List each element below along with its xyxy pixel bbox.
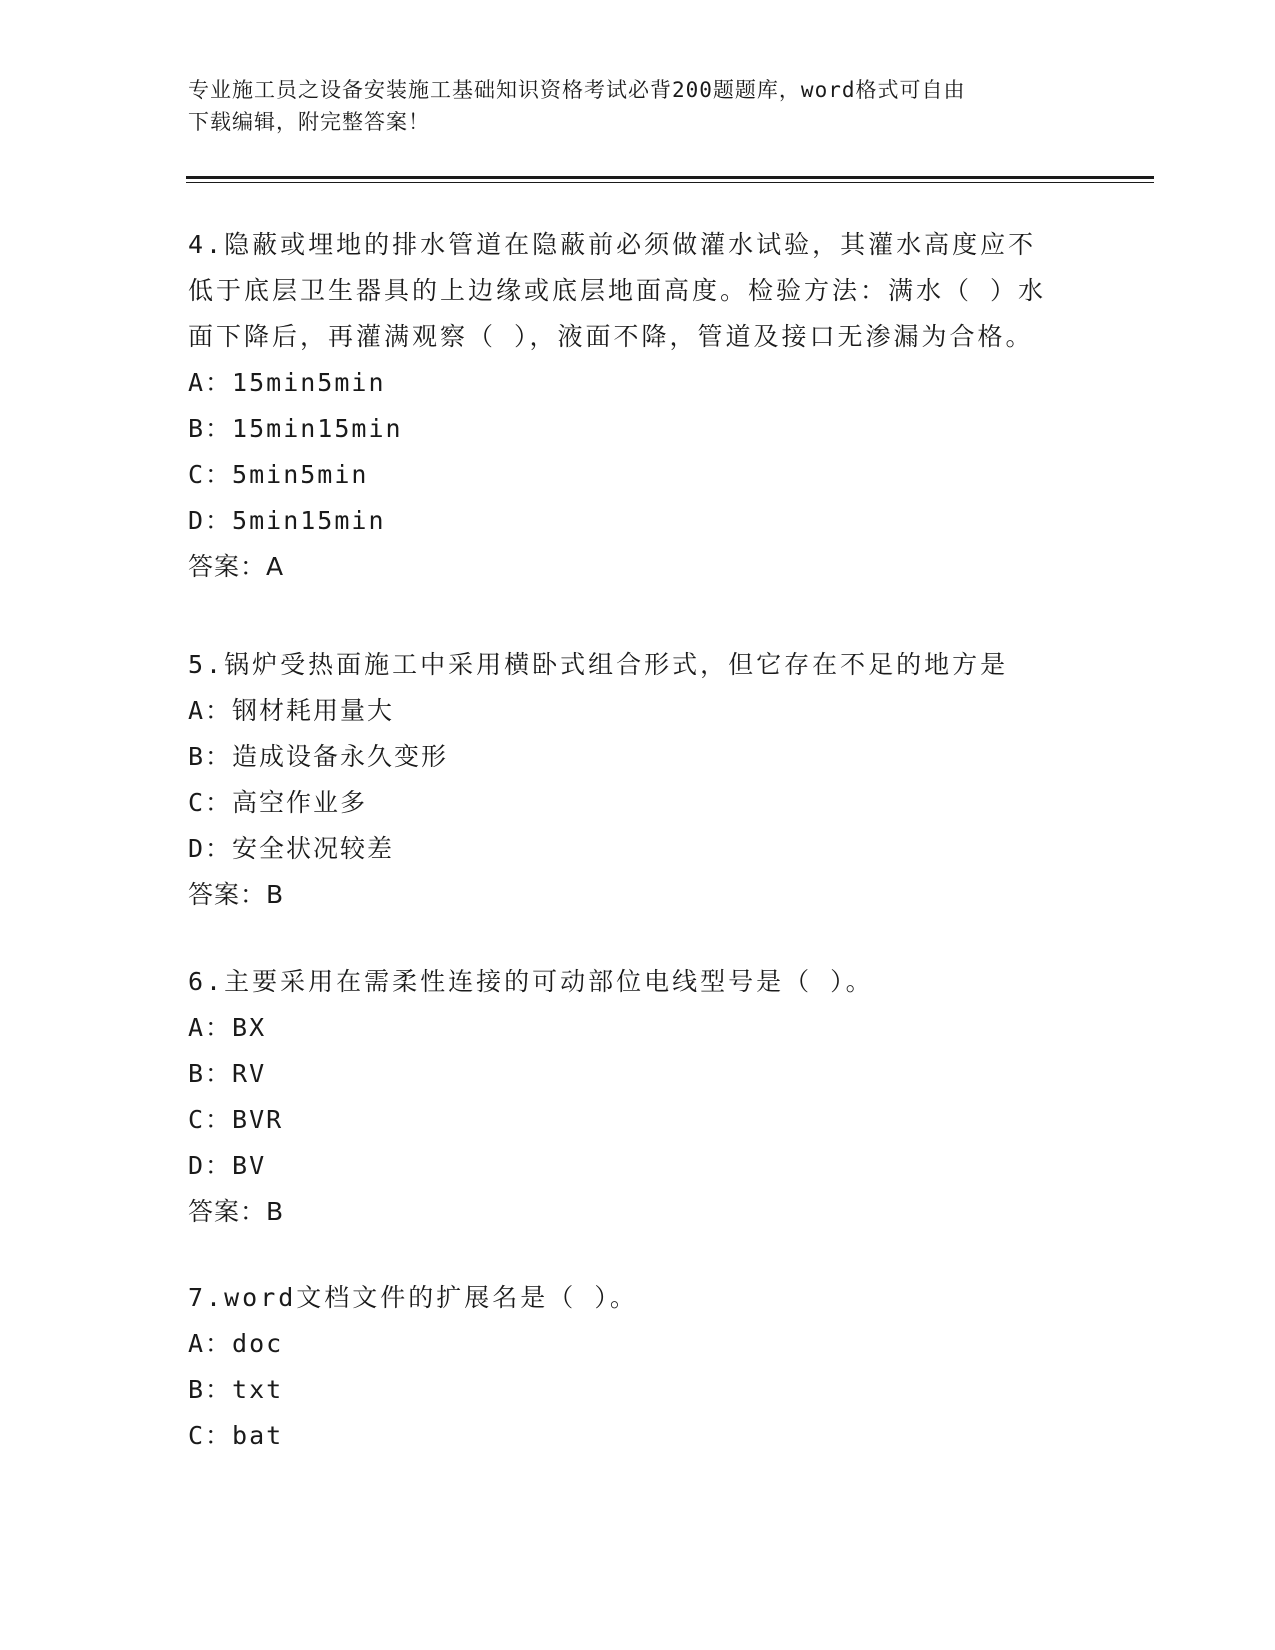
option-c: C：5min5min [188, 460, 369, 489]
question-7 [188, 1275, 1088, 1459]
question-5 [188, 642, 1088, 918]
option-d: D：BV [188, 1151, 267, 1180]
option-b: B：txt [188, 1375, 284, 1404]
header-line-1: 专业施工员之设备安装施工基础知识资格考试必背200题题库，word格式可自由 [188, 78, 966, 102]
option-b: B：造成设备永久变形 [188, 742, 449, 771]
option-b: B：15min15min [188, 414, 403, 443]
answer-text: 答案：B [188, 880, 285, 909]
question-stem-line: 4.隐蔽或埋地的排水管道在隐蔽前必须做灌水试验，其灌水高度应不 [188, 230, 1037, 259]
option-a: A：15min5min [188, 368, 386, 397]
option-d: D：5min15min [188, 506, 386, 535]
option-c: C：bat [188, 1421, 284, 1450]
question-6 [188, 959, 1088, 1235]
answer-text: 答案：B [188, 1197, 285, 1226]
question-4 [188, 222, 1088, 590]
answer-text: 答案：A [188, 552, 285, 581]
question-stem-line: 低于底层卫生器具的上边缘或底层地面高度。检验方法：满水（ ）水 [188, 276, 1047, 305]
option-b: B：RV [188, 1059, 267, 1088]
header-divider-thin [186, 182, 1154, 183]
option-a: A：BX [188, 1013, 267, 1042]
option-a: A：doc [188, 1329, 284, 1358]
option-c: C：高空作业多 [188, 788, 368, 817]
question-stem-line: 7.word文档文件的扩展名是（ ）。 [188, 1283, 638, 1312]
option-a: A：钢材耗用量大 [188, 696, 395, 725]
header-divider-thick [186, 176, 1154, 179]
question-stem-line: 5.锅炉受热面施工中采用横卧式组合形式，但它存在不足的地方是 [188, 650, 1009, 679]
option-c: C：BVR [188, 1105, 284, 1134]
question-stem-line: 面下降后，再灌满观察（ ），液面不降，管道及接口无渗漏为合格。 [188, 322, 1034, 351]
header-line-2: 下载编辑，附完整答案！ [188, 110, 430, 134]
option-d: D：安全状况较差 [188, 834, 395, 863]
question-stem-line: 6.主要采用在需柔性连接的可动部位电线型号是（ ）。 [188, 967, 874, 996]
document-header [188, 74, 1068, 138]
